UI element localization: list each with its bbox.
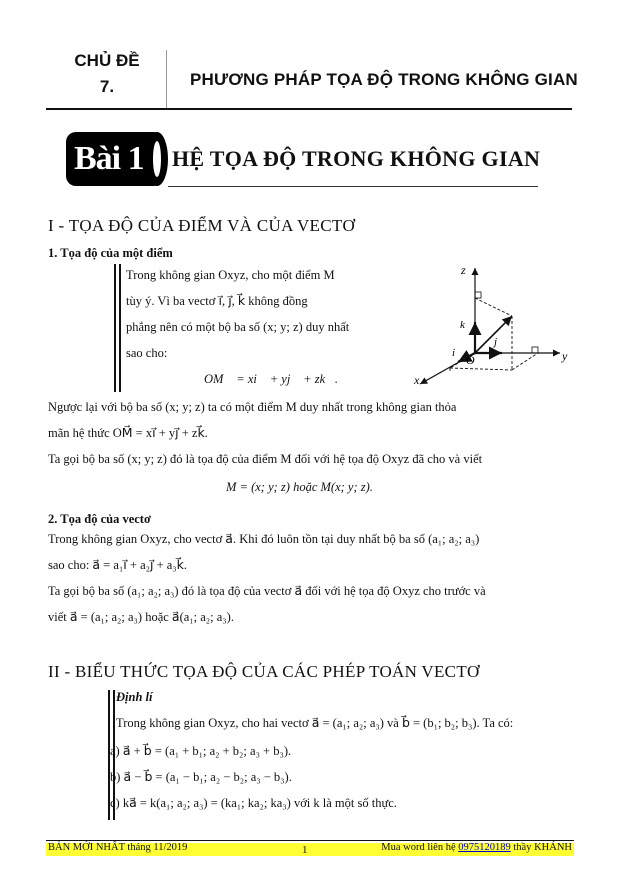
vector-line-3: Ta gọi bộ ba số (a₁; a₂; a₃) đó là tọa độ của vectơ a⃗ đối với hệ tọa độ Oxyz cho trước và (48, 584, 486, 598)
theorem-items (110, 738, 570, 816)
theorem-item-c: c) ka⃗ = k(a₁; a₂; a₃) = (ka₁; ka₂; ka₃) với k là một số thực. (110, 796, 397, 810)
page-footer (46, 840, 574, 859)
lesson-rule (168, 186, 538, 187)
footer-edition: BẢN MỚI NHẤT tháng 11/2019 (48, 842, 188, 853)
point-definition (126, 262, 392, 366)
section-2-heading: II - BIỂU THỨC TỌA ĐỘ CỦA CÁC PHÉP TOÁN VECTƠ (48, 662, 480, 681)
header-rule (46, 108, 572, 110)
converse-line-1: Ngược lại với bộ ba số (x; y; z) ta có một điểm M duy nhất trong không gian thỏa (48, 400, 457, 414)
topic-line-1: CHỦ ĐỀ (74, 51, 140, 70)
point-converse-paragraph (48, 394, 574, 472)
lesson-badge: Bài 1 (66, 132, 158, 186)
subsection-1-heading: 1. Tọa độ của một điểm (48, 246, 173, 260)
lesson-badge-ring (146, 132, 168, 186)
vector-line-4: viết a⃗ = (a₁; a₂; a₃) hoặc a⃗(a₁; a₂; a₃). (48, 610, 234, 624)
footer-contact-suffix: thầy KHÁNH (513, 842, 572, 853)
subsection-2-heading: 2. Tọa độ của vectơ (48, 512, 151, 526)
label-z: z (461, 263, 466, 277)
notation-line-1: Ta gọi bộ ba số (x; y; z) đó là tọa độ của điểm M đối với hệ tọa độ Oxyz đã cho và viết (48, 452, 483, 466)
chapter-title: PHƯƠNG PHÁP TỌA ĐỘ TRONG KHÔNG GIAN (190, 70, 578, 89)
label-origin: O (466, 353, 475, 367)
section-1-heading: I - TỌA ĐỘ CỦA ĐIỂM VÀ CỦA VECTƠ (48, 216, 356, 235)
label-j: j⃗ (494, 336, 506, 348)
theorem-item-a: a) a⃗ + b⃗ = (a₁ + b₁; a₂ + b₂; a₃ + b₃). (110, 744, 292, 758)
vector-coordinates-paragraph (48, 526, 574, 630)
point-def-line-1: Trong không gian Oxyz, cho một điểm M (126, 268, 335, 282)
vector-line-2: sao cho: a⃗ = a₁i⃗ + a₂j⃗ + a₃k⃗. (48, 558, 188, 572)
box-bar-outer (114, 264, 116, 392)
footer-contact-prefix: Mua word liên hệ (381, 842, 456, 853)
footer-contact (381, 842, 572, 853)
header-divider (166, 50, 167, 108)
box-bar-inner (119, 264, 121, 392)
label-k: k⃗ (460, 319, 474, 331)
point-formula: OM⃗ = xi⃗ + yj⃗ + zk⃗. (204, 372, 338, 386)
point-def-line-4: sao cho: (126, 346, 168, 360)
label-y: y (562, 349, 568, 363)
topic-line-2: 7. (99, 77, 115, 96)
theorem-body (116, 710, 576, 736)
page-number: 1 (302, 844, 308, 856)
point-def-line-3: phẳng nên có một bộ ba số (x; y; z) duy nhất (126, 320, 350, 334)
theorem-label: Định lí (116, 690, 153, 704)
footer-phone-link[interactable]: 0975120189 (458, 842, 511, 853)
label-x: x (414, 373, 420, 387)
theorem-item-b: b) a⃗ − b⃗ = (a₁ − b₁; a₂ − b₂; a₃ − b₃). (110, 770, 292, 784)
vector-line-1: Trong không gian Oxyz, cho vectơ a⃗. Khi đó luôn tồn tại duy nhất bộ ba số (a₁; a₂; a₃) (48, 532, 480, 546)
lesson-title: HỆ TỌA ĐỘ TRONG KHÔNG GIAN (172, 146, 541, 171)
label-i: i⃗ (452, 347, 464, 359)
coordinate-system-figure (410, 258, 580, 388)
converse-line-2: mãn hệ thức OM⃗ = xi⃗ + yj⃗ + zk⃗. (48, 426, 208, 440)
point-def-line-2: tùy ý. Vì ba vectơ i⃗, j⃗, k⃗ không đồng (126, 294, 308, 308)
topic-label (48, 48, 166, 108)
point-notation-formula: M = (x; y; z) hoặc M(x; y; z). (226, 480, 373, 494)
theorem-intro: Trong không gian Oxyz, cho hai vectơ a⃗ = (a₁; a₂; a₃) và b⃗ = (b₁; b₂; b₃). Ta có: (116, 716, 514, 730)
